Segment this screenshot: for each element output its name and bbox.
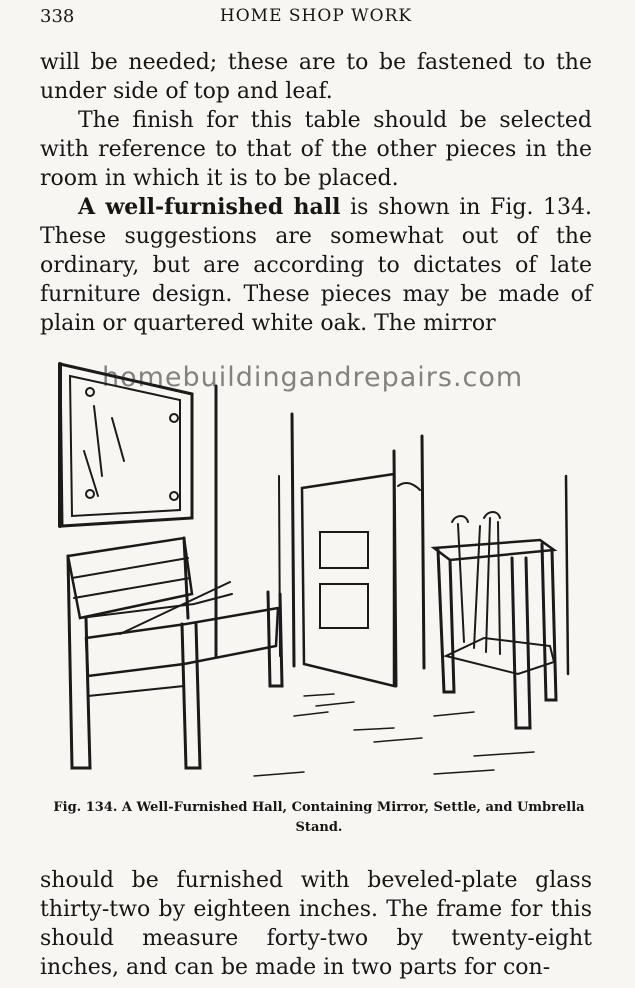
paragraph-hall <box>40 193 592 338</box>
umbrella-stand <box>434 476 568 728</box>
floor-shadows <box>254 694 534 776</box>
settle <box>68 538 282 768</box>
body-text-bottom <box>40 866 592 982</box>
wall-edge-line <box>292 414 294 666</box>
hall-drawing <box>54 356 586 796</box>
paragraph-bottom: should be furnished with beveled-plate glass thirty-two by eighteen inches. The frame for this should measure forty-two by twenty-eight inches, and can be made in two parts for con- <box>40 868 592 980</box>
running-title: HOME SHOP WORK <box>219 6 413 26</box>
running-head <box>40 6 592 32</box>
watermark-text: homebuildingandrepairs.com <box>102 362 524 393</box>
paragraph-hall-text: is shown in Fig. 134. These suggestions are somewhat out of the ordinary, but are according to dictates of late furniture design. These pieces may be made of plain or quartered white oak. The mirror <box>40 195 593 336</box>
figure-134-illustration <box>54 356 586 796</box>
paragraph-continued: will be needed; these are to be fastened to the under side of top and leaf. <box>40 50 592 104</box>
body-text-top <box>40 48 592 338</box>
door <box>302 436 424 686</box>
bold-phrase: A well-furnished hall <box>78 194 341 220</box>
figure-caption: Fig. 134. A Well-Furnished Hall, Containing Mirror, Settle, and Umbrella Stand. <box>53 800 585 835</box>
page-number: 338 <box>40 6 75 27</box>
paragraph-finish: The finish for this table should be selected with reference to that of the other pieces in the room in which it is to be placed. <box>40 108 592 191</box>
